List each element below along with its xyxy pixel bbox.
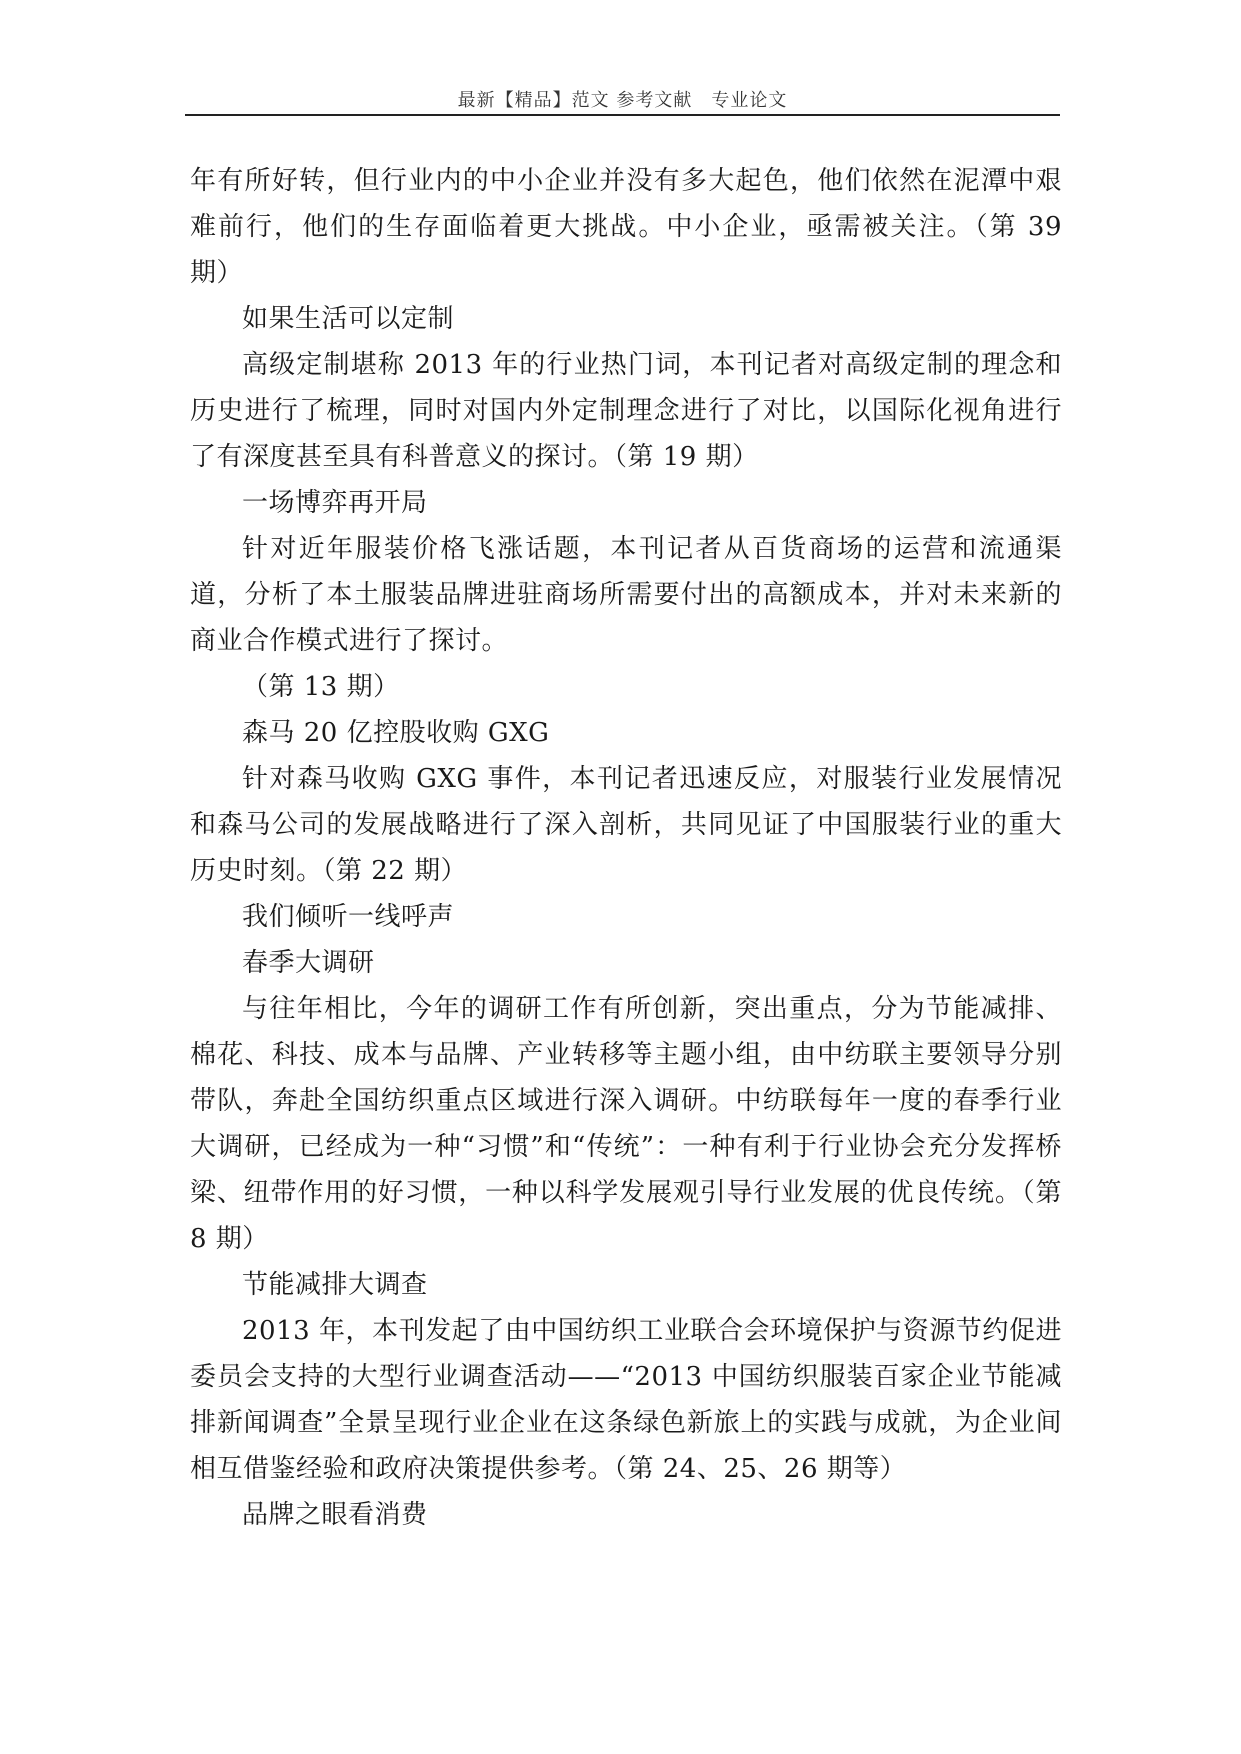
section-title: 一场博弈再开局	[242, 488, 428, 518]
section-title: 我们倾听一线呼声	[242, 902, 455, 932]
header-rule	[185, 114, 1060, 116]
section-title: 如果生活可以定制	[242, 304, 455, 334]
paragraph: 年有所好转，但行业内的中小企业并没有多大起色，他们依然在泥潭中艰难前行，他们的生存面临着更大挑战。中小企业，亟需被关注。（第 39 期）	[190, 166, 1062, 288]
section-title: 节能减排大调查	[242, 1270, 428, 1300]
paragraph: 针对森马收购 GXG 事件，本刊记者迅速反应，对服装行业发展情况和森马公司的发展战略进行了深入剖析，共同见证了中国服装行业的重大历史时刻。（第 22 期）	[190, 764, 1062, 886]
section-title: 品牌之眼看消费	[242, 1500, 428, 1530]
issue-reference: （第 13 期）	[242, 672, 400, 702]
paragraph: 高级定制堪称 2013 年的行业热门词，本刊记者对高级定制的理念和历史进行了梳理，同时对国内外定制理念进行了对比，以国际化视角进行了有深度甚至具有科普意义的探讨。（第 19 期）	[190, 350, 1062, 472]
section-title: 森马 20 亿控股收购 GXG	[242, 718, 550, 748]
page-header: 最新【精品】范文 参考文献 专业论文	[457, 90, 788, 111]
section-title: 春季大调研	[242, 948, 375, 978]
paragraph: 针对近年服装价格飞涨话题，本刊记者从百货商场的运营和流通渠道，分析了本土服装品牌进驻商场所需要付出的高额成本，并对未来新的商业合作模式进行了探讨。	[190, 534, 1062, 656]
paragraph: 与往年相比，今年的调研工作有所创新，突出重点，分为节能减排、棉花、科技、成本与品牌、产业转移等主题小组，由中纺联主要领导分别带队，奔赴全国纺织重点区域进行深入调研。中纺联每年一度的春季行业大调研，已经成为一种“习惯”和“传统”：一种有利于行业协会充分发挥桥梁、纽带作用的好习惯，一种以科学发展观引导行业发展的优良传统。（第 8 期）	[190, 994, 1062, 1254]
document-body	[190, 158, 1062, 1538]
paragraph: 2013 年，本刊发起了由中国纺织工业联合会环境保护与资源节约促进委员会支持的大型行业调查活动——“2013 中国纺织服装百家企业节能减排新闻调查”全景呈现行业企业在这条绿色新旅上的实践与成就，为企业间相互借鉴经验和政府决策提供参考。（第 24、25、26 期等）	[190, 1316, 1062, 1484]
